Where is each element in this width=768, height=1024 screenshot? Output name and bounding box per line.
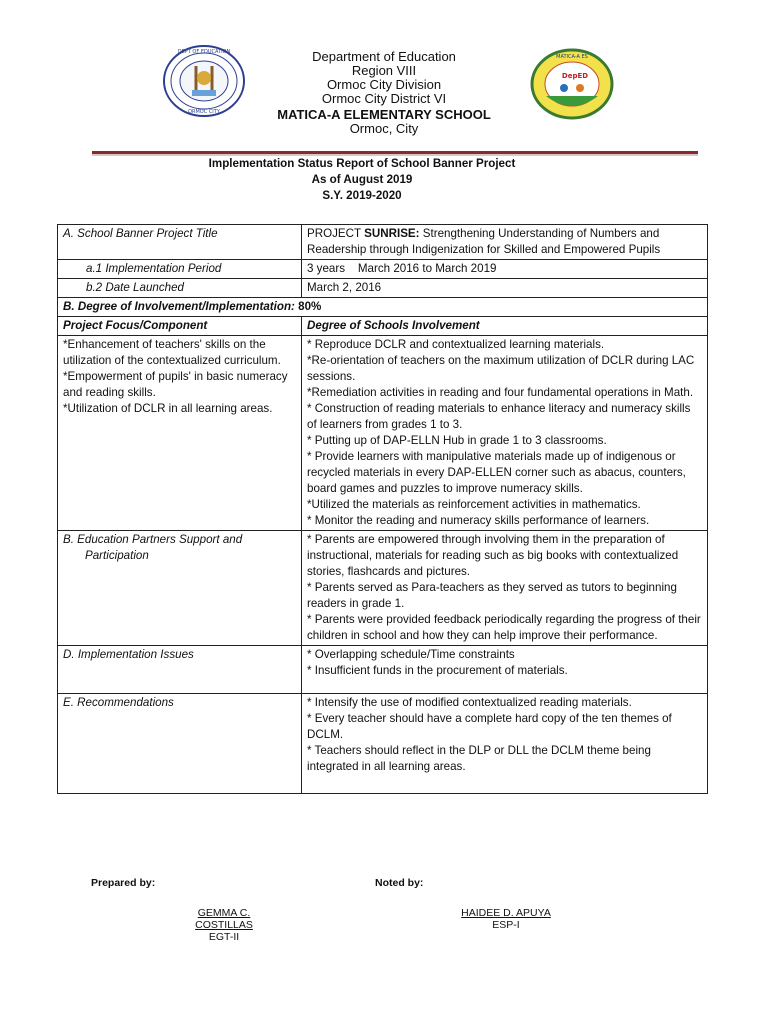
- school-name: MATICA-A ELEMENTARY SCHOOL: [277, 107, 491, 122]
- involvement-list: [302, 336, 708, 531]
- project-title-value: PROJECT SUNRISE: Strengthening Understanding of Numbers and Readership through Indigenization for Skilled and Empowered Pupils: [302, 225, 708, 260]
- partners-label: B. Education Partners Support and Participation: [58, 531, 302, 646]
- list-item: * Overlapping schedule/Time constraints: [307, 648, 515, 661]
- title-line-3: S.Y. 2019-2020: [322, 189, 402, 202]
- list-item: * Parents are empowered through involving them in the preparation of instructional, materials for reading such as big books with contextualized stories, flashcards and pictures.: [307, 533, 679, 578]
- degree-of-involvement: B. Degree of Involvement/Implementation: 80%: [58, 298, 708, 317]
- prepared-by-name: GEMMA C. COSTILLAS: [195, 907, 253, 931]
- list-item: *Utilization of DCLR in all learning areas.: [63, 402, 273, 415]
- table-row: [58, 336, 708, 531]
- division-name: Ormoc City Division: [326, 77, 442, 92]
- header-divider: [92, 151, 698, 154]
- list-item: * Insufficient funds in the procurement of materials.: [307, 664, 568, 677]
- letterhead: [0, 50, 768, 136]
- table-row: [58, 694, 708, 794]
- list-item: * Provide learners with manipulative materials made up of indigenous or recycled materials in every DAP-ELLEN corner such as abacus, counters, board games and puzzles to improve numeracy skills.: [307, 450, 686, 495]
- region-name: Region VIII: [351, 63, 417, 78]
- partners-list: [302, 531, 708, 646]
- svg-text:MATICA-A ES: MATICA-A ES: [556, 54, 588, 60]
- svg-text:DEPT OF EDUCATION: DEPT OF EDUCATION: [177, 49, 231, 55]
- svg-text:ORMOC CITY: ORMOC CITY: [188, 109, 220, 115]
- prepared-by-signature: [168, 907, 280, 943]
- focus-header: Project Focus/Component: [58, 317, 302, 336]
- focus-list: [58, 336, 302, 531]
- table-row: [58, 646, 708, 694]
- issues-label: D. Implementation Issues: [58, 646, 302, 694]
- noted-by-signature: [460, 907, 552, 931]
- list-item: * Every teacher should have a complete hard copy of the ten themes of DCLM.: [307, 712, 672, 741]
- date-launched-value: March 2, 2016: [302, 279, 708, 298]
- issues-list: [302, 646, 708, 694]
- list-item: *Enhancement of teachers' skills on the utilization of the contextualized curriculum.: [63, 338, 281, 367]
- list-item: * Intensify the use of modified contextualized reading materials.: [307, 696, 632, 709]
- noted-by-label: Noted by:: [375, 877, 424, 889]
- list-item: * Teachers should reflect in the DLP or DLL the DCLM theme being integrated in all learning areas.: [307, 744, 651, 773]
- recommendations-list: [302, 694, 708, 794]
- list-item: *Utilized the materials as reinforcement activities in mathematics.: [307, 498, 641, 511]
- list-item: * Reproduce DCLR and contextualized learning materials.: [307, 338, 605, 351]
- noted-by-position: ESP-I: [492, 919, 520, 931]
- report-table: [57, 224, 708, 794]
- implementation-period-value: 3 years March 2016 to March 2019: [302, 260, 708, 279]
- project-title-label: A. School Banner Project Title: [58, 225, 302, 260]
- prepared-by-label: Prepared by:: [91, 877, 156, 889]
- list-item: *Re-orientation of teachers on the maximum utilization of DCLR during LAC sessions.: [307, 354, 695, 383]
- report-title: [92, 156, 632, 204]
- table-row: [58, 531, 708, 646]
- list-item: * Parents were provided feedback periodically regarding the progress of their children in school and how they can help improve their performance.: [307, 613, 701, 642]
- prepared-by-position: EGT-II: [208, 931, 240, 943]
- dept-name: Department of Education: [312, 49, 456, 64]
- list-item: * Monitor the reading and numeracy skills performance of learners.: [307, 514, 650, 527]
- list-item: * Construction of reading materials to enhance literacy and numeracy skills of learners from grades 1 to 3.: [307, 402, 691, 431]
- implementation-period-label: a.1 Implementation Period: [58, 260, 302, 279]
- table-row: [58, 279, 708, 298]
- recommendations-label: E. Recommendations: [58, 694, 302, 794]
- district-name: Ormoc City District VI: [321, 91, 447, 106]
- noted-by-name: HAIDEE D. APUYA: [461, 907, 551, 919]
- table-row: [58, 260, 708, 279]
- table-row: [58, 225, 708, 260]
- table-row: [58, 317, 708, 336]
- list-item: *Remediation activities in reading and four fundamental operations in Math.: [307, 386, 694, 399]
- title-line-2: As of August 2019: [311, 173, 413, 186]
- involvement-header: Degree of Schools Involvement: [302, 317, 708, 336]
- date-launched-label: b.2 Date Launched: [58, 279, 302, 298]
- svg-text:DepED: DepED: [561, 72, 589, 80]
- list-item: * Putting up of DAP-ELLN Hub in grade 1 to 3 classrooms.: [307, 434, 607, 447]
- list-item: *Empowerment of pupils' in basic numeracy and reading skills.: [63, 370, 288, 399]
- list-item: * Parents served as Para-teachers as they served as tutors to beginning readers in grade 1.: [307, 581, 677, 610]
- title-line-1: Implementation Status Report of School Banner Project: [208, 157, 516, 170]
- school-city: Ormoc, City: [349, 121, 419, 136]
- table-row: [58, 298, 708, 317]
